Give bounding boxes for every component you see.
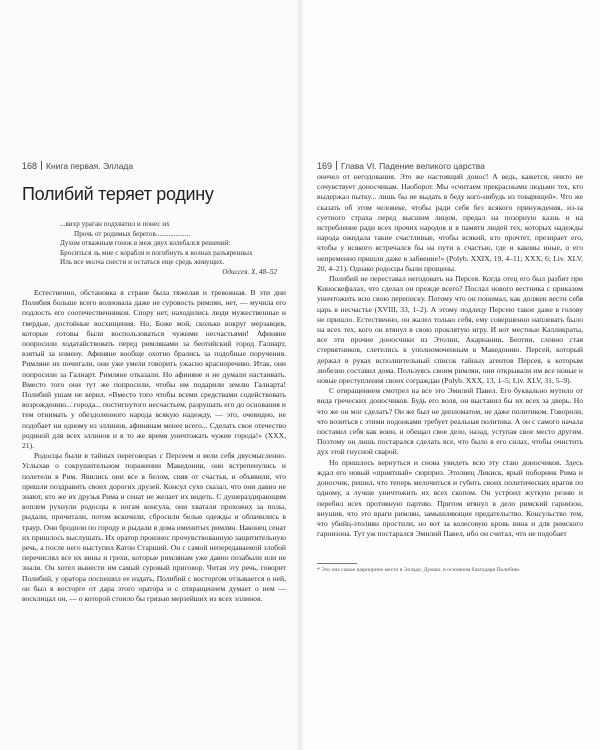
left-page-number: 168 <box>22 161 38 171</box>
right-running-head <box>317 161 485 171</box>
left-running-head <box>22 161 133 171</box>
epigraph-line: Прочь от родимых берегов................... <box>74 229 191 238</box>
epigraph-line: Иль все молча снести и остаться еще средь живущих. <box>60 258 225 266</box>
right-body-text <box>317 172 583 539</box>
header-divider <box>41 161 42 170</box>
header-divider <box>336 161 337 170</box>
epigraph-line: ...вихр ураган подхватил и понес их <box>60 220 170 228</box>
left-body-text <box>22 288 286 604</box>
left-running-head-text: Книга первая. Эллада <box>46 161 134 171</box>
book-gutter-shadow <box>296 0 304 750</box>
chapter-title: Полибий теряет родину <box>22 184 214 204</box>
footnote-rule <box>317 563 357 564</box>
epigraph-source: Одиссея. X, 48–52 <box>222 267 277 276</box>
paragraph: С отвращением смотрел на все это Эмилий Павел. Его буквально мутило от вида греческих доносчиков. Будь его воля, он выставил бы их всех за дверь. Но что же он мог сделать? Он же был не дипломатом, не даже политиком. Говорили, что возиться с этими подонками требует реальная политика. А он с самого начала поставил себя как воин, и обещал свое дело, назад, уступая свое место другим. Поэтому он лишь постарался сделать все, что было в его силах, чтобы очистить дух этой гнусной сварой. <box>317 386 583 457</box>
epigraph-line: Духом отважным гонок в меж двух колебался решений: <box>60 239 231 247</box>
epigraph-line: Броситься ль мне с корабля и погибнуть в волнах разъяренных <box>60 248 253 257</box>
right-page-number: 169 <box>317 161 333 171</box>
epigraph <box>60 220 285 277</box>
right-page <box>300 0 600 750</box>
paragraph: онечел от негодования. Это же настоящий донос! А ведь, кажется, никто не сочувствует доносчикам. Наоборот. Мы «считаем прекрасными людьми тех, кто выдержал пытку... лишь бы не выдать в беду кого-нибудь из товарищей». Что же сказать об этом человеке, чтобы ради себя без всякого принуждения, из-за суетного страха перед высшим лицом, предал на позорную казнь и на истребление ради всех прочих народов и в памяти людей тех, которых надежды народа ожидала такие счастливые, чтобы всякий, кто прочтет, презирает его, чтобы у всякого встречался бы на пути к счастью, где и каковы иные, о его непременно пришли даже в забвение!» (Polyb. XXIX, 19, 4–11; XXX, 6; Liv. XLV, 20, 4–21). Однако родосцы были прощены. <box>317 172 583 273</box>
paragraph: Полибий не переставал негодовать на Персея. Когда отец его был разбит при Киноскефалах, что сделал он прежде всего? Послал нового вестника с приказом уничтожить всю свою переписку. Потому что он понимал, как должен вести себя царь в несчастье (XVIII, 33, 1–2). А этому подлецу Персею такое даже в голову не пришло. Естественно, он жалел только себя, ему совершенно наплевать было на всех тех, кого он втянул в свою проклятую игру. И вот местные Калликраты, все эти прочие доносчики из Этолии, Акарнании, Беотии, словно стая стервятников, слетелись к уполномоченным в Македонию. Персей, который держал в руках исполнительный список тайных агентов Персея, к которым любезно составил дома. Пользуясь своим римлян, они открывали им все новые и новые преступления своих сограждан (Polyb. XXX, 13, 1–5; Liv. XLV, 31, 5–9). <box>317 274 583 386</box>
paragraph: Естественно, обстановка в стране была тяжелая и тревожная. В эти дни Полибия больше всего волновала даже не суровость римлян, нет, — мучила его подлость его соотечественников. Спору нет, находились люди мужественные и твердые, достойные восхищения. Но, Боже мой, сколько вокруг мерзавцев, которые готовы были воспользоваться чужими несчастьями! Афиняне попросили ходатайствовать перед римлянами за беотийский город Галиарт, взятый за измену. Афиняне вообще охотно брались за подобные поручения. Римляне их почитали, они уже умели говорить ужасно красноречиво. Итак, они попросили за Галиарт. Римляне отказали. Но афиняне и не думали настаивать. Вместо того они тут же попросили, чтобы им подарили землю Галиарта! Полибий ушам не верил. «Вместо того чтобы всеми средствами содействовать возрождению... города... постигнутого несчастьем, разрушать его до основания и тем отнимать у обездоленного народа всякую надежду, — это, очевидно, не подобает ни одному из эллинов, афинянам менее всего... Сделать свое отечество родиной для всех эллинов и в то же время уничтожать чужие города!» (XXX, 21). <box>22 288 286 451</box>
footnote: * Это она самое шарнирное место в Элладе. Думаю, в основном благодаря Полибию. <box>317 567 521 573</box>
paragraph: Родосцы были в тайных переговорах с Персеем и вели себя двусмысленно. Услыхав о сокрушительном поражении Македонии, они встрепенулись и полетели в Рим. Явились они все в белом, сияя от счастья, и объявили, что пришли поздравить своих дорогих друзей. Консул сухо сказал, что они давно не знают, кто же их друзья Рима и сенат не желает их видеть. С душераздирающим воплем рухнули родосцы к ногам консула, они хватали прохожих за полы, рыдали, причитали, потом вскочили, сбросили белые одежды и облачились в траур. Они бродили по городу и рыдали в дома именитых римлян. Наконец сенат их пришлось выслушать. Их оратор произнес прочувствованную защитительную речь, а после него выступил Катон Старший. Он с самой непередаваемой злобой перечислял все их вины и грехи, которые римлянам уже давно позабыли или не знали. Он хотел вынести им самый суровый приговор. Читая эту речь, говорит Полибий, у оратора поспешил ее издать, Полибий с восторгом отзывается о ней, он был в восторге от дара этого оратора и с отвращением думает о нем — восклицал он, — о которой стоило бы грязью мерзейших из всех эллинов. <box>22 451 286 604</box>
right-running-head-text: Глава VI. Падение великого царства <box>341 161 485 171</box>
paragraph: Но пришлось вернуться и снова увидеть всю эту стаю доносчиков. Здесь ждал его новый «приятный» сюрприз. Этолиец Ликиск, ярый поборник Рима и доносчик, решил, что теперь мелочиться и губить своих политических врагов по одному, а лучше уничтожить их всех скопом. Он устроил жуткую резню и перебил всех противную партию. Притом втянул в дело римский гарнизон, внушив, что это враги римлян, замышляющие предательство. Консульство тем, что убийц-этолиян простили, но вот за колесовую кровь вина и для римского гарнизона. Тут уж постарался Эмилий Павел, ибо он считал, что не подобает <box>317 457 583 539</box>
